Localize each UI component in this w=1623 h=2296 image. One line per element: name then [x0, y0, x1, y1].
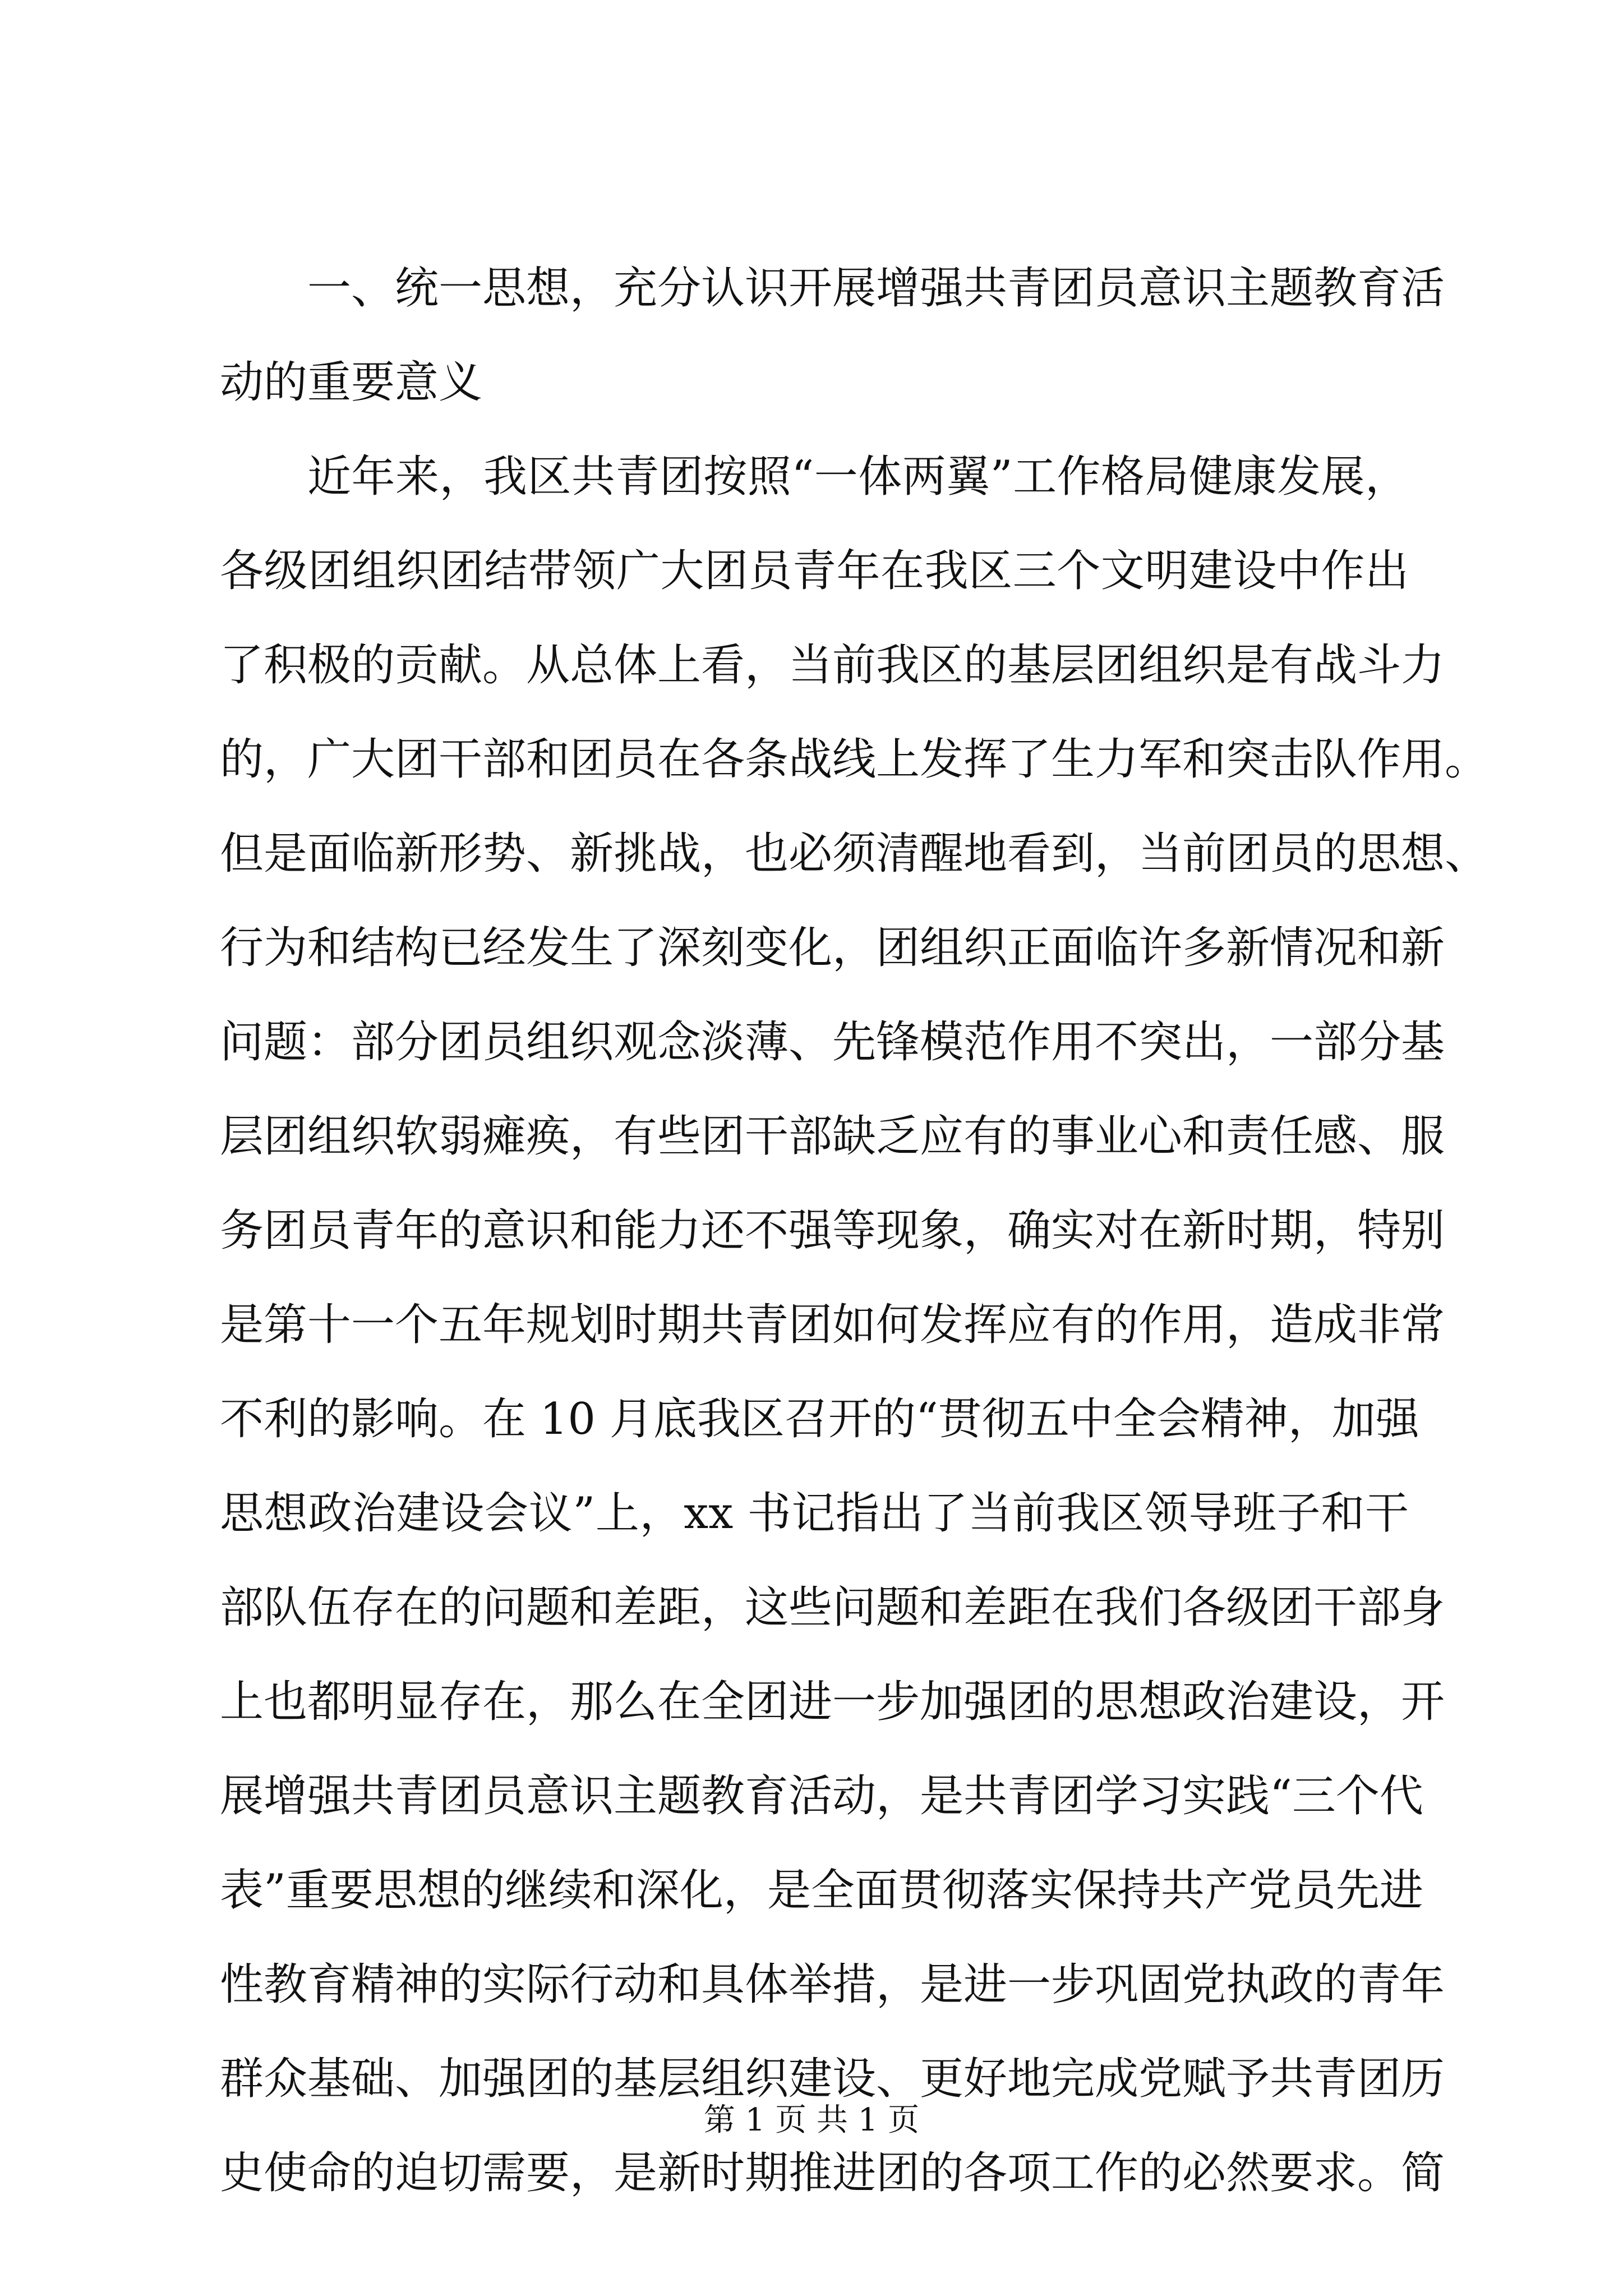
paragraph-line-4: 的，广大团干部和团员在各条战线上发挥了生力军和突击队作用。 [220, 734, 1489, 785]
paragraph-line-1: 近年来，我区共青团按照“一体两翼”工作格局健康发展， [307, 452, 1409, 502]
paragraph-line-10: 是第十一个五年规划时期共青团如何发挥应有的作用，造成非常 [220, 1300, 1445, 1350]
page-footer: 第 1 页 共 1 页 [703, 2102, 920, 2138]
paragraph-line-18: 群众基础、加强团的基层组织建设、更好地完成党赋予共青团历 [220, 2054, 1445, 2104]
section-heading-line-2: 动的重要意义 [220, 357, 483, 408]
paragraph-line-13: 部队伍存在的问题和差距，这些问题和差距在我们各级团干部身 [220, 1582, 1445, 1633]
paragraph-line-6: 行为和结构已经发生了深刻变化，团组织正面临许多新情况和新 [220, 923, 1445, 973]
paragraph-line-2: 各级团组织团结带领广大团员青年在我区三个文明建设中作出 [220, 546, 1409, 596]
document-body [220, 241, 1489, 2220]
paragraph-line-12: 思想政治建设会议”上，xx 书记指出了当前我区领导班子和干 [220, 1488, 1409, 1539]
paragraph-line-9: 务团员青年的意识和能力还不强等现象，确实对在新时期，特别 [220, 1205, 1445, 1256]
paragraph-line-11: 不利的影响。在 10 月底我区召开的“贯彻五中全会精神，加强 [220, 1394, 1419, 1444]
section-heading-line-1: 一、统一思想，充分认识开展增强共青团员意识主题教育活 [307, 263, 1445, 314]
paragraph-line-8: 层团组织软弱瘫痪，有些团干部缺乏应有的事业心和责任感、服 [220, 1111, 1445, 1162]
paragraph-line-14: 上也都明显存在，那么在全团进一步加强团的思想政治建设，开 [220, 1677, 1445, 1727]
paragraph-line-16: 表”重要思想的继续和深化，是全面贯彻落实保持共产党员先进 [220, 1865, 1423, 1916]
paragraph-line-17: 性教育精神的实际行动和具体举措，是进一步巩固党执政的青年 [220, 1959, 1445, 2010]
paragraph-line-3: 了积极的贡献。从总体上看，当前我区的基层团组织是有战斗力 [220, 640, 1445, 691]
paragraph-line-5: 但是面临新形势、新挑战，也必须清醒地看到，当前团员的思想、 [220, 829, 1489, 879]
paragraph-line-15: 展增强共青团员意识主题教育活动，是共青团学习实践“三个代 [220, 1771, 1423, 1821]
paragraph-line-19: 史使命的迫切需要，是新时期推进团的各项工作的必然要求。简 [220, 2148, 1445, 2198]
paragraph-line-7: 问题：部分团员组织观念淡薄、先锋模范作用不突出，一部分基 [220, 1017, 1445, 1068]
